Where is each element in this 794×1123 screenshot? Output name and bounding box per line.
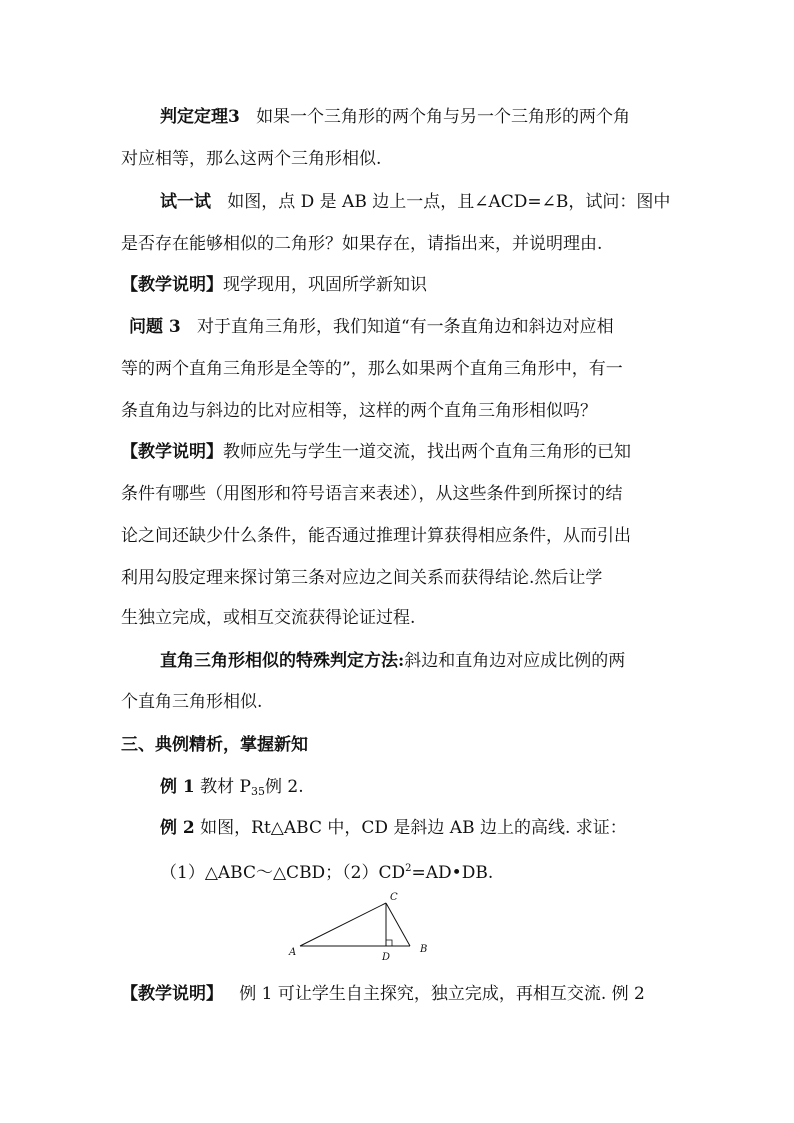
example1-text-after: 例 2. [265,777,304,797]
note2-line1 [121,440,631,464]
example1-line [160,775,304,804]
note3-text: 例 1 可让学生自主探究，独立完成，再相互交流. 例 2 [239,984,645,1004]
try-it-title: 试一试 [160,192,211,212]
note3-line [121,982,645,1006]
label-b: B [420,944,428,955]
special-method-text: 斜边和直角边对应成比例的两 [404,651,626,671]
example1-text-before: 教材 P [200,777,251,797]
triangle-figure-svg [280,888,440,964]
special-method-line1 [160,649,625,673]
label-d: D [382,952,391,963]
segment-ac [300,903,386,946]
example2-text: 如图，Rt△ABC 中，CD 是斜边 AB 边上的高线. 求证： [200,818,627,838]
question3-line2 [121,357,623,381]
question3-title: 问题 3 [129,317,181,337]
note2-line5 [121,606,415,630]
note2-label: 【教学说明】 [121,442,223,462]
label-c: C [390,892,398,903]
note2-text-5: 生独立完成，或相互交流获得论证过程. [121,608,416,628]
theorem3-text-cont: 对应相等，那么这两个三角形相似. [121,149,382,169]
example2-part2: =AD•DB. [411,863,494,883]
note3-label: 【教学说明】 [121,984,223,1004]
note2-text-3: 论之间还缺少什么条件，能否通过推理计算获得相应条件，从而引出 [121,526,631,546]
question3-text-2: 等的两个直角三角形是全等的”，那么如果两个直角三角形中，有一 [121,359,623,379]
section3-heading: 三、典例精析，掌握新知 [121,735,308,755]
theorem3-line2 [121,147,381,171]
try-it-line1 [160,190,670,214]
note1-text: 现学现用，巩固所学新知识 [223,275,427,295]
example2-title: 例 2 [160,818,195,838]
note2-line2 [121,482,623,506]
example2-parts [160,857,493,885]
example2-line [160,816,627,840]
note2-text-2: 条件有哪些（用图形和符号语言来表述），从这些条件到所探讨的结 [121,484,623,504]
special-method-text-cont: 个直角三角形相似. [121,692,263,712]
theorem3-text: 如果一个三角形的两个角与另一个三角形的两个角 [256,107,631,127]
example1-title: 例 1 [160,777,195,797]
example2-sup: 2 [405,863,412,874]
note2-text-4: 利用勾股定理来探讨第三条对应边之间关系而获得结论.然后让学 [121,568,603,588]
question3-text-3: 条直角边与斜边的比对应相等，这样的两个直角三角形相似吗？ [121,401,597,421]
theorem3-title: 判定定理3 [160,107,240,127]
question3-text: 对于直角三角形，我们知道“有一条直角边和斜边对应相 [196,317,614,337]
note1-line [121,273,427,297]
triangle-figure [280,888,440,964]
example1-subscript: 35 [251,785,265,798]
special-method-title: 直角三角形相似的特殊判定方法: [160,651,405,671]
note2-line4 [121,566,602,590]
segment-cb [386,903,410,946]
note1-label: 【教学说明】 [121,275,223,295]
try-it-line2 [121,232,602,256]
note2-line3 [121,524,631,548]
try-it-text-cont: 是否存在能够相似的二角形？如果存在，请指出来，并说明理由. [121,234,603,254]
question3-line3 [121,399,597,423]
example2-part1: （1）△ABC～△CBD；（2）CD [160,863,406,883]
special-method-line2 [121,690,262,714]
right-angle-mark [386,940,392,946]
note2-text-1: 教师应先与学生一道交流，找出两个直角三角形的已知 [223,442,631,462]
theorem3-line1 [160,105,630,129]
question3-line1 [129,315,614,339]
try-it-text: 如图，点 D 是 AB 边上一点，且∠ACD=∠B，试问：图中 [227,192,671,212]
label-a: A [289,947,297,958]
